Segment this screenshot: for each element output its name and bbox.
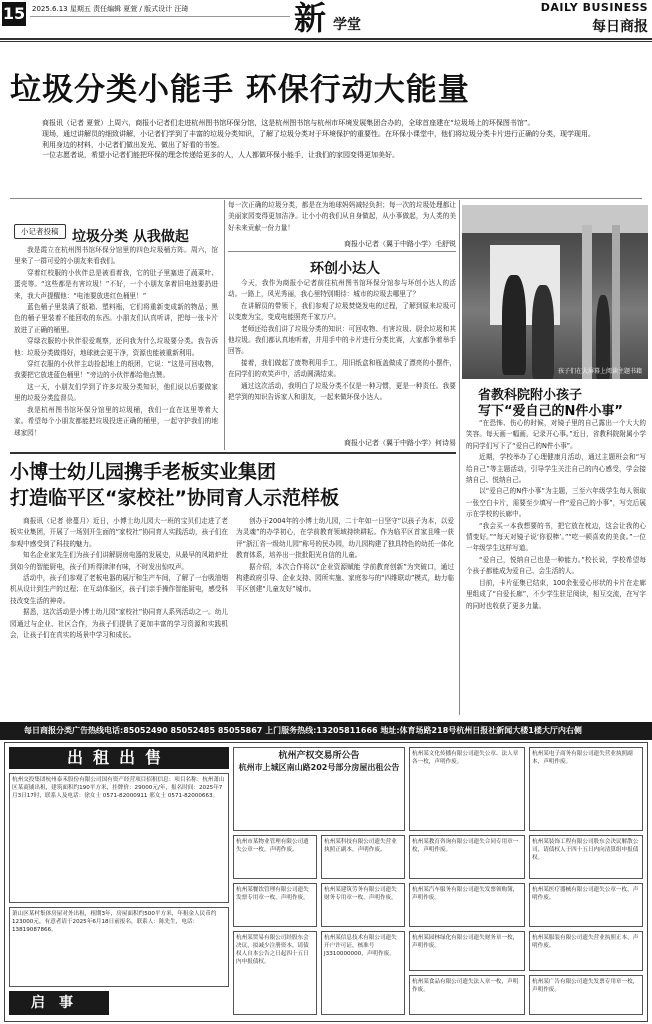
notice-ad: 杭州市某物业管理有限公司遗失公章一枚，声明作废。 (233, 835, 317, 879)
classified-ads (4, 742, 648, 1022)
section-name: 学堂 (333, 17, 361, 33)
notice-ad: 杭州某科技有限公司遗失营业执照正副本，声明作废。 (321, 835, 405, 879)
photo-caption: 孩子们在大屏幕上阅读主题书籍 (557, 368, 642, 375)
paragraph: 目前，卡片征集已结束，100余张爱心形状的卡片在走廊里组成了“自爱长廊”，不少学生驻足阅读，相互交流，在写字的同时也收获了更多力量。 (466, 578, 646, 610)
notice-ad: 杭州某汽车服务有限公司遗失发票领购簿，声明作废。 (409, 883, 525, 927)
paragraph: 据悉，这次活动是小博士幼儿园“家校社”协同育人系列活动之一。幼儿园通过与企业、社区合作，为孩子们提供了更加丰富的学习资源和实践机会，让孩子们在真实的场景中学习和成长。 (10, 608, 228, 640)
col1-byline: 商报小记者（翼于中路小学）毛舒锐 (344, 240, 456, 248)
column-divider (224, 200, 225, 450)
main-lead (28, 118, 642, 161)
lead-paragraph: 现场，通过讲解员的细致讲解，小记者们学到了丰富的垃圾分类知识，了解了垃圾分类对于环境保护的重要性。在环保小课堂中，他们将垃圾分类卡片进行正确的分类，现学现用。 (42, 129, 595, 138)
rent-ad: 杭州交投集团杭州泰禾股份有限公司国有资产经营项目招租信息：项目名称：杭州萧山区某商铺出租，建筑面积约190平方米，挂牌价：29000元/年，报名时间：2025年7月3日17时，联系人及电话：徐女士 0571-82000911 邢女士 0571-82000663。 (9, 773, 229, 903)
notice-ad: 杭州某园林绿化有限公司遗失财务章一枚，声明作废。 (409, 931, 525, 971)
paragraph: 穿红衣服的小伙伴主动捡起地上的纸团，它说：“这是可回收物，我要把它放进蓝色桶里！”旁边的小伙伴都给他点赞。 (14, 360, 218, 380)
paper-name-cn: 每日商报 (592, 19, 648, 35)
notice-ad: 杭州某贸易有限公司经股东会决议，拟减少注册资本，请债权人自本公告之日起四十五日内申报债权。 (233, 931, 317, 1015)
classified-ticker: 每日商报分类广告热线电话:85052490 85052485 85055867 上门服务热线:13205811666 地址:体育场路218号杭州日报社新闻大楼1楼大厅内右侧 (0, 722, 652, 740)
notice-ad: 杭州某食品有限公司遗失法人章一枚，声明作废。 (409, 975, 525, 1015)
header-divider-thin (0, 41, 652, 42)
header-divider (0, 38, 652, 40)
notice-ad: 杭州某医疗器械有限公司遗失公章一枚，声明作废。 (529, 883, 643, 927)
story2-body-right (236, 516, 454, 714)
notice-ad: 杭州某建筑劳务有限公司遗失财务专用章一枚，声明作废。 (321, 883, 405, 927)
paragraph: 接着，我们做起了废物利用手工，用旧纸盒和瓶盖做成了漂亮的小摆件，在同学们的欢笑声中，活动圆满结束。 (228, 358, 456, 379)
section-logo: 新 (294, 0, 327, 37)
notice-ad: 杭州某电子商务有限公司遗失营业执照副本，声明作废。 (529, 747, 643, 831)
notice-ad: 杭州某教育咨询有限公司遗失合同专用章一枚，声明作废。 (409, 835, 525, 879)
col1-title: 垃圾分类 从我做起 (72, 229, 189, 245)
lead-paragraph: 利用身边的材料，小记者们做出发光、做出了好看的书签。 (42, 140, 224, 149)
paragraph: 老师还给我们讲了垃圾分类的知识：可回收物、有害垃圾、厨余垃圾和其他垃圾。我们都认真地听着，并用手中的卡片进行分类比赛，大家都争着举手回答。 (228, 324, 456, 356)
auction-head: 杭州产权交易所公告 (278, 751, 360, 761)
notice-ad: 杭州某服装有限公司遗失营业执照正本，声明作废。 (529, 931, 643, 971)
paragraph: 商报讯（记者 徐蔓月）近日，小博士幼儿园大一班的宝贝们走进了老板实业集团，开展了一场别开生面的“家校社”协同育人实践活动，孩子们在参观中感受到了科技的魅力。 (10, 517, 228, 548)
paragraph: 近期，学校举办了心理健康月活动，通过主题班会和“写给自己”等主题活动，引导学生关注自己的内心感受，学会接纳自己、悦纳自己。 (466, 453, 646, 485)
notice-ad: 杭州某餐饮管理有限公司遗失发票专用章一枚，声明作废。 (233, 883, 317, 927)
auction-ad (233, 747, 405, 831)
col2-body (228, 278, 456, 436)
paragraph: 创办于2004年的小博士幼儿园，二十年如一日坚守“以孩子为本，以爱为灵魂”的办学初心，在学前教育领域持续耕耘。作为临平区首家且唯一获评“浙江省一级幼儿园”称号的民办园，幼儿园构建了独具特色的幼托一体化教育体系，培养出一批批阳光自信的儿童。 (236, 517, 454, 560)
rent-section-title: 出租出售 (9, 747, 229, 769)
main-headline: 垃圾分类小能手 环保行动大能量 (10, 72, 470, 108)
column-tag: 小记者投稿 (14, 224, 66, 239)
lead-paragraph: 一位志愿者说，希望小记者们能把环保的理念传递给更多的人，人人都做环保小能手，让我们的家园变得更加美好。 (42, 151, 399, 160)
school-corridor-photo (462, 205, 648, 379)
col2-byline: 商报小记者（翼于中路小学）何诗易 (344, 439, 456, 447)
story2-title-line1: 小博士幼儿园携手老板实业集团 (10, 461, 277, 483)
notice-ad: 杭州某广告有限公司遗失发票专用章一枚，声明作废。 (529, 975, 643, 1015)
paragraph: 今天，我作为商报小记者前往杭州图书馆环保分馆参与环创小达人的活动。一路上，风光秀丽，我心里特别期待：城市的垃圾去哪里了？ (228, 279, 456, 299)
col3-title-line2: 写下“爱自己的N件小事” (478, 404, 623, 419)
paragraph: 据介绍，本次合作将以“企业资源赋能 学前教育创新”为突破口，通过构建政府引导、企业支持、园所实施、家庭参与的“四维联动”模式，助力临平区创建“儿童友好”城市。 (236, 562, 454, 594)
paragraph: 通过这次活动，我明白了垃圾分类不仅是一种习惯，更是一种责任。我要把学到的知识告诉家人和朋友，一起来做环保小达人。 (228, 381, 456, 402)
paragraph: 蓝色桶子里装满了纸箱、塑料瓶，它们将重新变成新的物品；黑色的桶子里装着不能回收的东西。小朋友们认真听讲，把每一张卡片放进了正确的桶里。 (14, 303, 218, 334)
issue-meta: 2025.6.13 星期五 责任编辑 夏萱 / 版式设计 汪琦 (32, 5, 189, 13)
paragraph: 知名企业家先生们为孩子们讲解厨房电器的发展史，从最早的风箱炉灶到如今的智能厨电，孩子们听得津津有味，不时发出惊叹声。 (10, 551, 228, 571)
header-rule (30, 16, 290, 17)
paragraph: “爱自己，悦纳自己也是一种能力。”校长说，学校希望每个孩子都能成为爱自己、会生活的人。 (466, 555, 646, 576)
col3-body (466, 418, 646, 710)
auction-sub: 杭州市上城区南山路202号部分房屋出租公告 (238, 763, 400, 772)
col3-title-line1: 省教科院附小孩子 (478, 388, 583, 403)
paper-name-en: DAILY BUSINESS (540, 1, 648, 14)
paragraph: 这一天，小朋友们学到了许多垃圾分类知识，他们说以后要做家里的垃圾分类监督员。 (14, 382, 218, 403)
lead-divider (10, 198, 642, 199)
col1-body (14, 245, 218, 437)
story-divider (228, 251, 456, 252)
notice-ad: 杭州某信息技术有限公司遗失开户许可证，核准号J3310000000，声明作废。 (321, 931, 405, 1015)
notice-ad: 杭州某文化传播有限公司遗失公章、法人章各一枚，声明作废。 (409, 747, 525, 831)
notice-ad: 杭州某装饰工程有限公司股东会决议解散公司，请债权人于四十五日内向清算组申报债权。 (529, 835, 643, 879)
page-number: 15 (2, 2, 26, 26)
paragraph: 我是杭州图书馆环保分馆里的垃圾桶，我们一直在这里等着大家。希望每个小朋友都能把垃圾投进正确的桶里，一起守护我们的地球家园！ (14, 405, 218, 437)
paragraph: 以“爱自己的N件小事”为主题，三至六年级学生每人领取一张空白卡片，需要至少填写一件“爱自己的小事”，写完后展示在学校的长廊中。 (466, 487, 646, 519)
paragraph: 穿着红校服的小伙伴总是被看着我，它的肚子里塞进了蔬菜叶、蛋壳等。“这些都是有害垃圾！”不好，一个小朋友拿着旧电池要扔进来，我大声提醒他：“电池要放进红色桶里！” (14, 268, 218, 300)
story-divider (10, 452, 456, 454)
paragraph: “在恐怖、伤心的时候，对镜子里的自己露出一个大大的笑容。每天画一幅画，记录开心事。”近日，省教科院附属小学的同学们写下了“爱自己的N件小事”。 (466, 419, 646, 450)
lead-paragraph: 商报讯（记者 夏萱）上周六，商报小记者们走进杭州图书馆环保分馆，这是杭州图书馆与杭州市环境发展集团合办的，全球首座建在“垃圾场上的环保图书馆”。 (42, 119, 535, 127)
paragraph: “我会买一本我想要的书，把它放在枕边，这会让我的心情变好。”“每天对镜子说‘你很棒’。”“吃一顿喜欢的美食。”一位一年级学生这样写道。 (466, 521, 646, 553)
rent-ad: 萧山区某村集体房屋对外出租，租期3年，房屋面积约500平方米，年租金人民币约123000元，有意者请于2025年6月18日前报名，联系人：陈先生，电话：13819087866。 (9, 907, 229, 987)
col1-tail: 每一次正确的垃圾分类，都是在为地球妈妈减轻负担；每一次的垃圾处理都让美丽家园变得更加洁净。让小小的我们从自身做起，从小事做起，为人类的美好未来贡献一份力量！ (228, 201, 456, 232)
story2-title-line2: 打造临平区“家校社”协同育人示范样板 (10, 487, 339, 509)
paragraph: 活动中，孩子们参观了老板电器的展厅和生产车间，了解了一台吸油烟机从设计到生产的过程；在互动体验区，孩子们亲手操作智能厨电，感受科技改变生活的神奇。 (10, 574, 228, 605)
paragraph: 我是霞立在杭州图书馆环保分馆里的四色垃圾桶方阵。周六，馆里来了一群可爱的小朋友来看我们。 (14, 246, 218, 266)
col2-title: 环创小达人 (310, 261, 380, 277)
notice-section-title: 启事 (9, 991, 109, 1015)
column-divider (459, 200, 460, 715)
paragraph: 穿绿衣服的小伙伴很爱观察，还问我为什么垃圾要分类。我告诉他：垃圾分类做得好，地球就会更干净，资源也能被重新利用。 (14, 337, 218, 357)
paragraph: 在讲解员的带领下，我们参观了垃圾焚烧发电的过程，了解到原来垃圾可以变废为宝，变成电能照亮千家万户。 (228, 301, 456, 322)
story2-body-left (10, 516, 228, 714)
